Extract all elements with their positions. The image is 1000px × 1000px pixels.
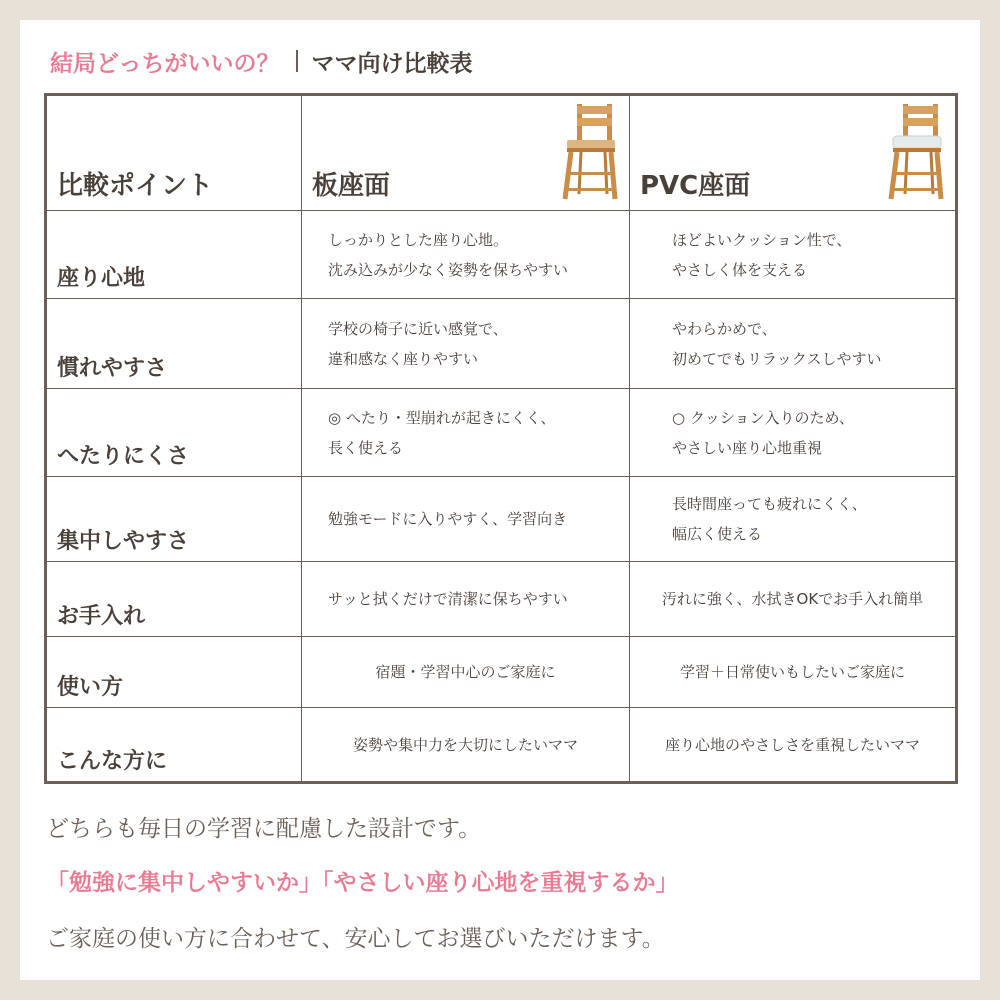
board-text-line: 姿勢や集中力を大切にしたいママ (352, 735, 578, 754)
pvc-text-line: 幅広く使える (672, 525, 763, 543)
footer-line-3: ご家庭の使い方に合わせて、安心してお選びいただけます。 (46, 926, 665, 952)
pvc-text-line: 初めてでもリラックスしやすい (672, 349, 882, 368)
board-cell (302, 637, 630, 708)
point-cell (46, 389, 302, 477)
table-row (46, 477, 957, 562)
table-row (46, 389, 957, 477)
pvc-cell (630, 477, 957, 562)
pvc-text-line: やわらかめで、 (672, 319, 777, 338)
point-label: こんな方に (57, 749, 168, 774)
pvc-cell (630, 562, 957, 637)
header-separator (296, 50, 298, 72)
pvc-text-line: やさしい座り心地重視 (672, 438, 823, 457)
board-text-line: 長く使える (328, 438, 404, 457)
pvc-text (630, 730, 955, 760)
board-cell (302, 389, 630, 477)
header-cell-pvc (630, 95, 957, 211)
table-row (46, 299, 957, 389)
pvc-text (672, 403, 854, 463)
header-title-dark: ママ向け比較表 (311, 50, 473, 77)
point-cell (46, 708, 302, 783)
board-text-line: ◎ へたり・型崩れが起きにくく、 (328, 408, 556, 427)
pvc-text-line: 学習＋日常使いもしたいご家庭に (679, 663, 905, 681)
table-row (46, 211, 957, 299)
comparison-table (44, 93, 958, 784)
point-cell (46, 637, 302, 708)
pvc-text (630, 584, 955, 614)
pvc-text-line: ○ クッション入りのため、 (672, 408, 854, 427)
pvc-cell (630, 708, 957, 783)
board-text-line: 宿題・学習中心のご家庭に (375, 663, 556, 681)
pvc-text-line: 長時間座っても疲れにくく、 (672, 495, 867, 513)
pvc-cell (630, 299, 957, 389)
board-cell (302, 562, 630, 637)
board-cell (302, 299, 630, 389)
point-label: 集中しやすさ (57, 529, 190, 554)
board-cell (302, 477, 630, 562)
wooden-chair-board-seat-icon (559, 102, 621, 200)
point-label: へたりにくさ (57, 444, 190, 469)
pvc-text-line: 座り心地のやさしさを重視したいママ (664, 735, 920, 754)
pvc-cell (630, 211, 957, 299)
board-text (302, 657, 629, 687)
board-text (302, 730, 629, 760)
pvc-text-line: 汚れに強く、水拭きOKでお手入れ簡単 (661, 590, 924, 608)
point-cell (46, 477, 302, 562)
header-cell-point (46, 95, 302, 211)
pvc-text (630, 657, 955, 687)
point-label: 使い方 (57, 675, 124, 700)
point-label: 慣れやすさ (57, 356, 168, 381)
column-header-point: 比較ポイント (57, 171, 214, 201)
board-text (328, 584, 568, 614)
board-text (328, 314, 508, 374)
header-cell-board (302, 95, 630, 211)
table-row (46, 562, 957, 637)
footer-line-2: 「勉強に集中しやすいか」「やさしい座り心地を重視するか」 (46, 870, 679, 896)
footer-line-1: どちらも毎日の学習に配慮した設計です。 (46, 816, 482, 842)
table-header-row (46, 95, 957, 211)
board-cell (302, 708, 630, 783)
column-header-pvc: PVC座面 (640, 171, 751, 201)
board-cell (302, 211, 630, 299)
table-row (46, 708, 957, 783)
pvc-cell (630, 389, 957, 477)
pvc-text-line: やさしく体を支える (672, 260, 808, 279)
pvc-cell (630, 637, 957, 708)
column-header-board: 板座面 (312, 171, 391, 201)
board-text-line: 違和感なく座りやすい (328, 349, 479, 368)
point-label: 座り心地 (57, 266, 146, 291)
pvc-text (672, 314, 882, 374)
board-text-line: 学校の椅子に近い感覚で、 (328, 319, 508, 338)
point-cell (46, 211, 302, 299)
comparison-card (20, 20, 980, 980)
pvc-text (672, 489, 867, 549)
page-header (50, 46, 473, 76)
point-cell (46, 562, 302, 637)
board-text-line: サッと拭くだけで清潔に保ちやすい (328, 590, 568, 608)
header-title-pink: 結局どっちがいいの？ (50, 50, 280, 77)
board-text-line: 勉強モードに入りやすく、学習向き (328, 510, 568, 528)
board-text-line: 沈み込みが少なく姿勢を保ちやすい (328, 260, 569, 279)
board-text (328, 504, 567, 534)
point-cell (46, 299, 302, 389)
pvc-text (672, 225, 851, 285)
board-text (328, 225, 568, 285)
board-text (328, 403, 556, 463)
point-label: お手入れ (57, 604, 146, 629)
wooden-chair-pvc-seat-icon (885, 102, 947, 200)
pvc-text-line: ほどよいクッション性で、 (672, 230, 852, 249)
board-text-line: しっかりとした座り心地。 (328, 230, 509, 249)
table-row (46, 637, 957, 708)
